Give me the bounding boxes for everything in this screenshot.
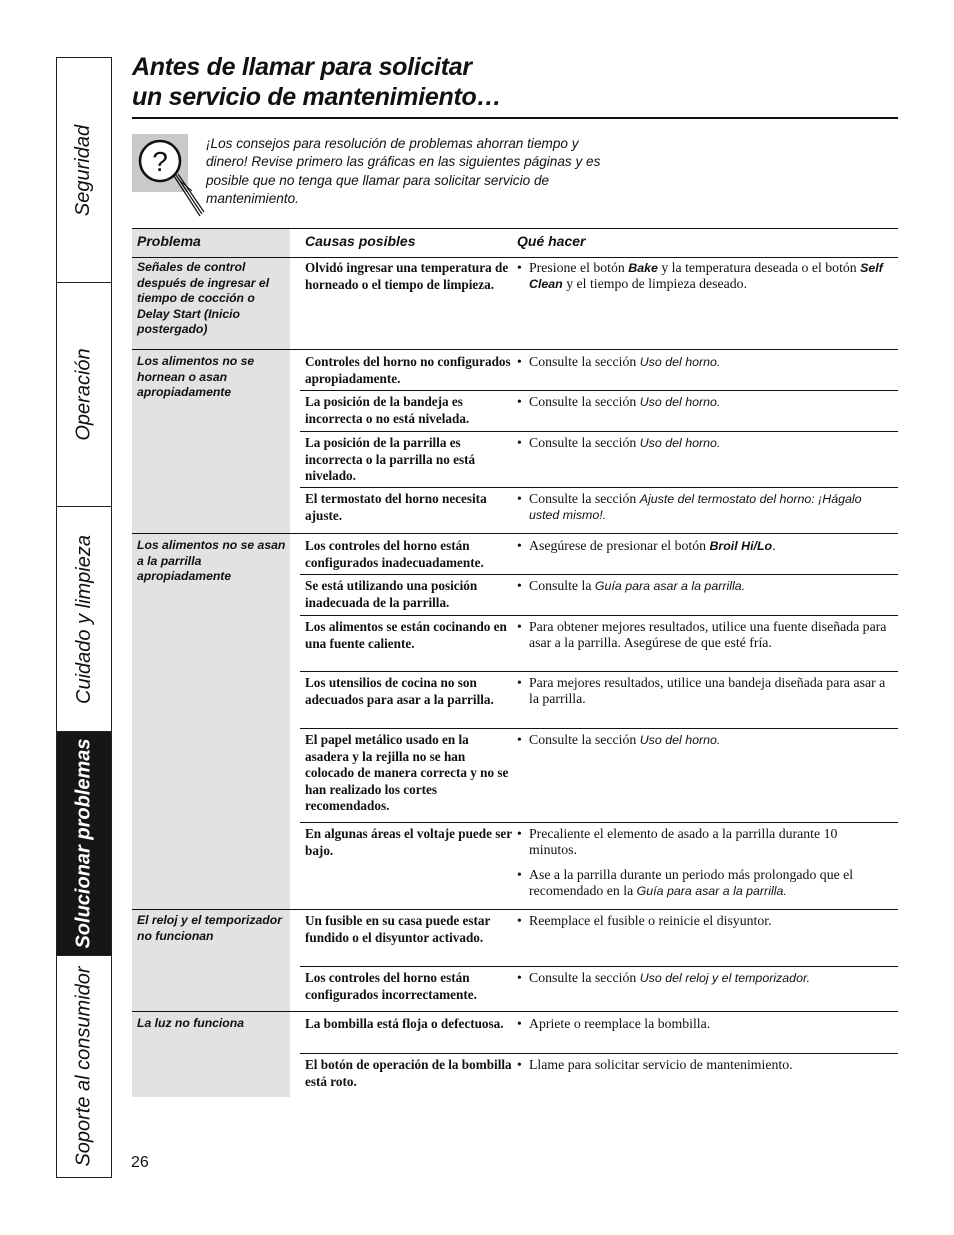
tab-label: Solucionar problemas [72,738,95,949]
tab-operacion[interactable] [57,283,111,507]
action-text: • Consulte la sección Ajuste del termostato del horno: ¡Hágalo usted mismo!. [517,491,887,523]
group-rule [132,1011,898,1012]
row-rule [300,615,898,616]
page-title [132,52,898,112]
row-rule [300,728,898,729]
action-text: • Consulte la sección Uso del horno. [517,435,887,451]
row-rule [300,822,898,823]
row-rule [300,431,898,432]
tab-label: Operación [72,348,95,441]
problem-control-signals: Señales de control después de ingresar el tiempo de cocción o Delay Start (Inicio postergado) [137,260,270,337]
cause-text: Los utensilios de cocina no son adecuados para asar a la parrilla. [305,675,494,707]
broil-button-label: Broil Hi/Lo [709,539,773,553]
cause-text: La bombilla está floja o defectuosa. [305,1016,504,1031]
tab-label: Cuidado y limpieza [72,534,95,704]
cause-text: El papel metálico usado en la asadera y la rejilla no se han colocado de manera correcta y no se han realizado los cortes recomendados. [305,732,509,814]
row-rule [300,966,898,967]
title-line-2: un servicio de mantenimiento… [132,83,502,111]
row-rule [300,487,898,488]
header-rule [132,257,898,258]
group-rule [132,349,898,350]
row-rule [300,574,898,575]
tab-seguridad[interactable] [57,58,111,283]
tab-label: Soporte al consumidor [72,966,95,1167]
tab-soporte-al-consumidor[interactable] [57,956,111,1177]
action-text: • Asegúrese de presionar el botón Broil Hi/Lo. [517,538,887,554]
action-text: • Ase a la parrilla durante un periodo más prolongado que el recomendado en la Guía para asar a la parrilla. [517,867,887,899]
header-causes: Causas posibles [305,233,416,249]
action-text: • Apriete o reemplace la bombilla. [517,1016,887,1032]
section-tabs [56,57,112,1178]
cause-text: Los controles del horno están configurados inadecuadamente. [305,538,484,570]
action-text: • Consulte la sección Uso del horno. [517,354,887,370]
problem-light: La luz no funciona [137,1016,244,1030]
svg-text:?: ? [152,146,168,177]
tab-solucionar-problemas[interactable] [57,732,111,956]
cause-text: Los controles del horno están configurados incorrectamente. [305,970,477,1002]
cause-text: El termostato del horno necesita ajuste. [305,491,487,523]
header-action: Qué hacer [517,233,586,249]
cause-text: Los alimentos se están cocinando en una fuente caliente. [305,619,507,651]
question-mark-magnifier-icon [132,134,206,220]
action-text: • Precaliente el elemento de asado a la parrilla durante 10 minutos. [517,826,887,858]
action-text: • Para obtener mejores resultados, utilice una fuente diseñada para asar a la parrilla. Asegúrese de que esté fría. [517,619,887,651]
action-text: • Consulte la Guía para asar a la parrilla. [517,578,887,594]
title-divider [132,117,898,119]
problem-baking: Los alimentos no se hornean o asan apropiadamente [137,354,255,400]
row-rule [300,671,898,672]
row-rule [300,390,898,391]
action-text: • Consulte la sección Uso del reloj y el temporizador. [517,970,887,986]
cause-text: La posición de la parrilla es incorrecta o la parrilla no está nivelado. [305,435,476,484]
tab-label: Seguridad [72,124,95,216]
cause-text: Un fusible en su casa puede estar fundido o el disyuntor activado. [305,913,491,945]
tab-cuidado-y-limpieza[interactable] [57,507,111,732]
title-line-1: Antes de llamar para solicitar [132,53,472,81]
cause-text: Se está utilizando una posición inadecuada de la parrilla. [305,578,478,610]
self-clean-button-label: Self Clean [529,261,883,291]
bake-button-label: Bake [628,261,658,275]
action-text: • Consulte la sección Uso del horno. [517,732,887,748]
action-text: • Consulte la sección Uso del horno. [517,394,887,410]
group-rule [132,909,898,910]
cause-text: Olvidó ingresar una temperatura de horneado o el tiempo de limpieza. [305,260,509,292]
action-text: • Reemplace el fusible o reinicie el disyuntor. [517,913,887,929]
problem-broiling: Los alimentos no se asan a la parrilla apropiadamente [137,538,286,584]
action-text: • Presione el botón Bake y la temperatura deseada o el botón Self Clean y el tiempo de limpieza deseado. [517,260,887,292]
row-rule [300,1053,898,1054]
cause-text: Controles del horno no configurados apropiadamente. [305,354,511,386]
intro-text: ¡Los consejos para resolución de problemas ahorran tiempo y dinero! Revise primero las gráficas en las siguientes páginas y es posible que no tenga que llamar para solicitar servicio de mantenimiento. [206,136,601,206]
problem-clock-timer: El reloj y el temporizador no funcionan [137,913,282,943]
page-number: 26 [131,1154,149,1171]
action-text: • Llame para solicitar servicio de mantenimiento. [517,1057,887,1073]
cause-text: El botón de operación de la bombilla está roto. [305,1057,512,1089]
header-problem: Problema [137,233,201,249]
cause-text: La posición de la bandeja es incorrecta o no está nivelada. [305,394,470,426]
action-text: • Para mejores resultados, utilice una bandeja diseñada para asar a la parrilla. [517,675,887,707]
cause-text: En algunas áreas el voltaje puede ser bajo. [305,826,512,858]
group-rule [132,533,898,534]
